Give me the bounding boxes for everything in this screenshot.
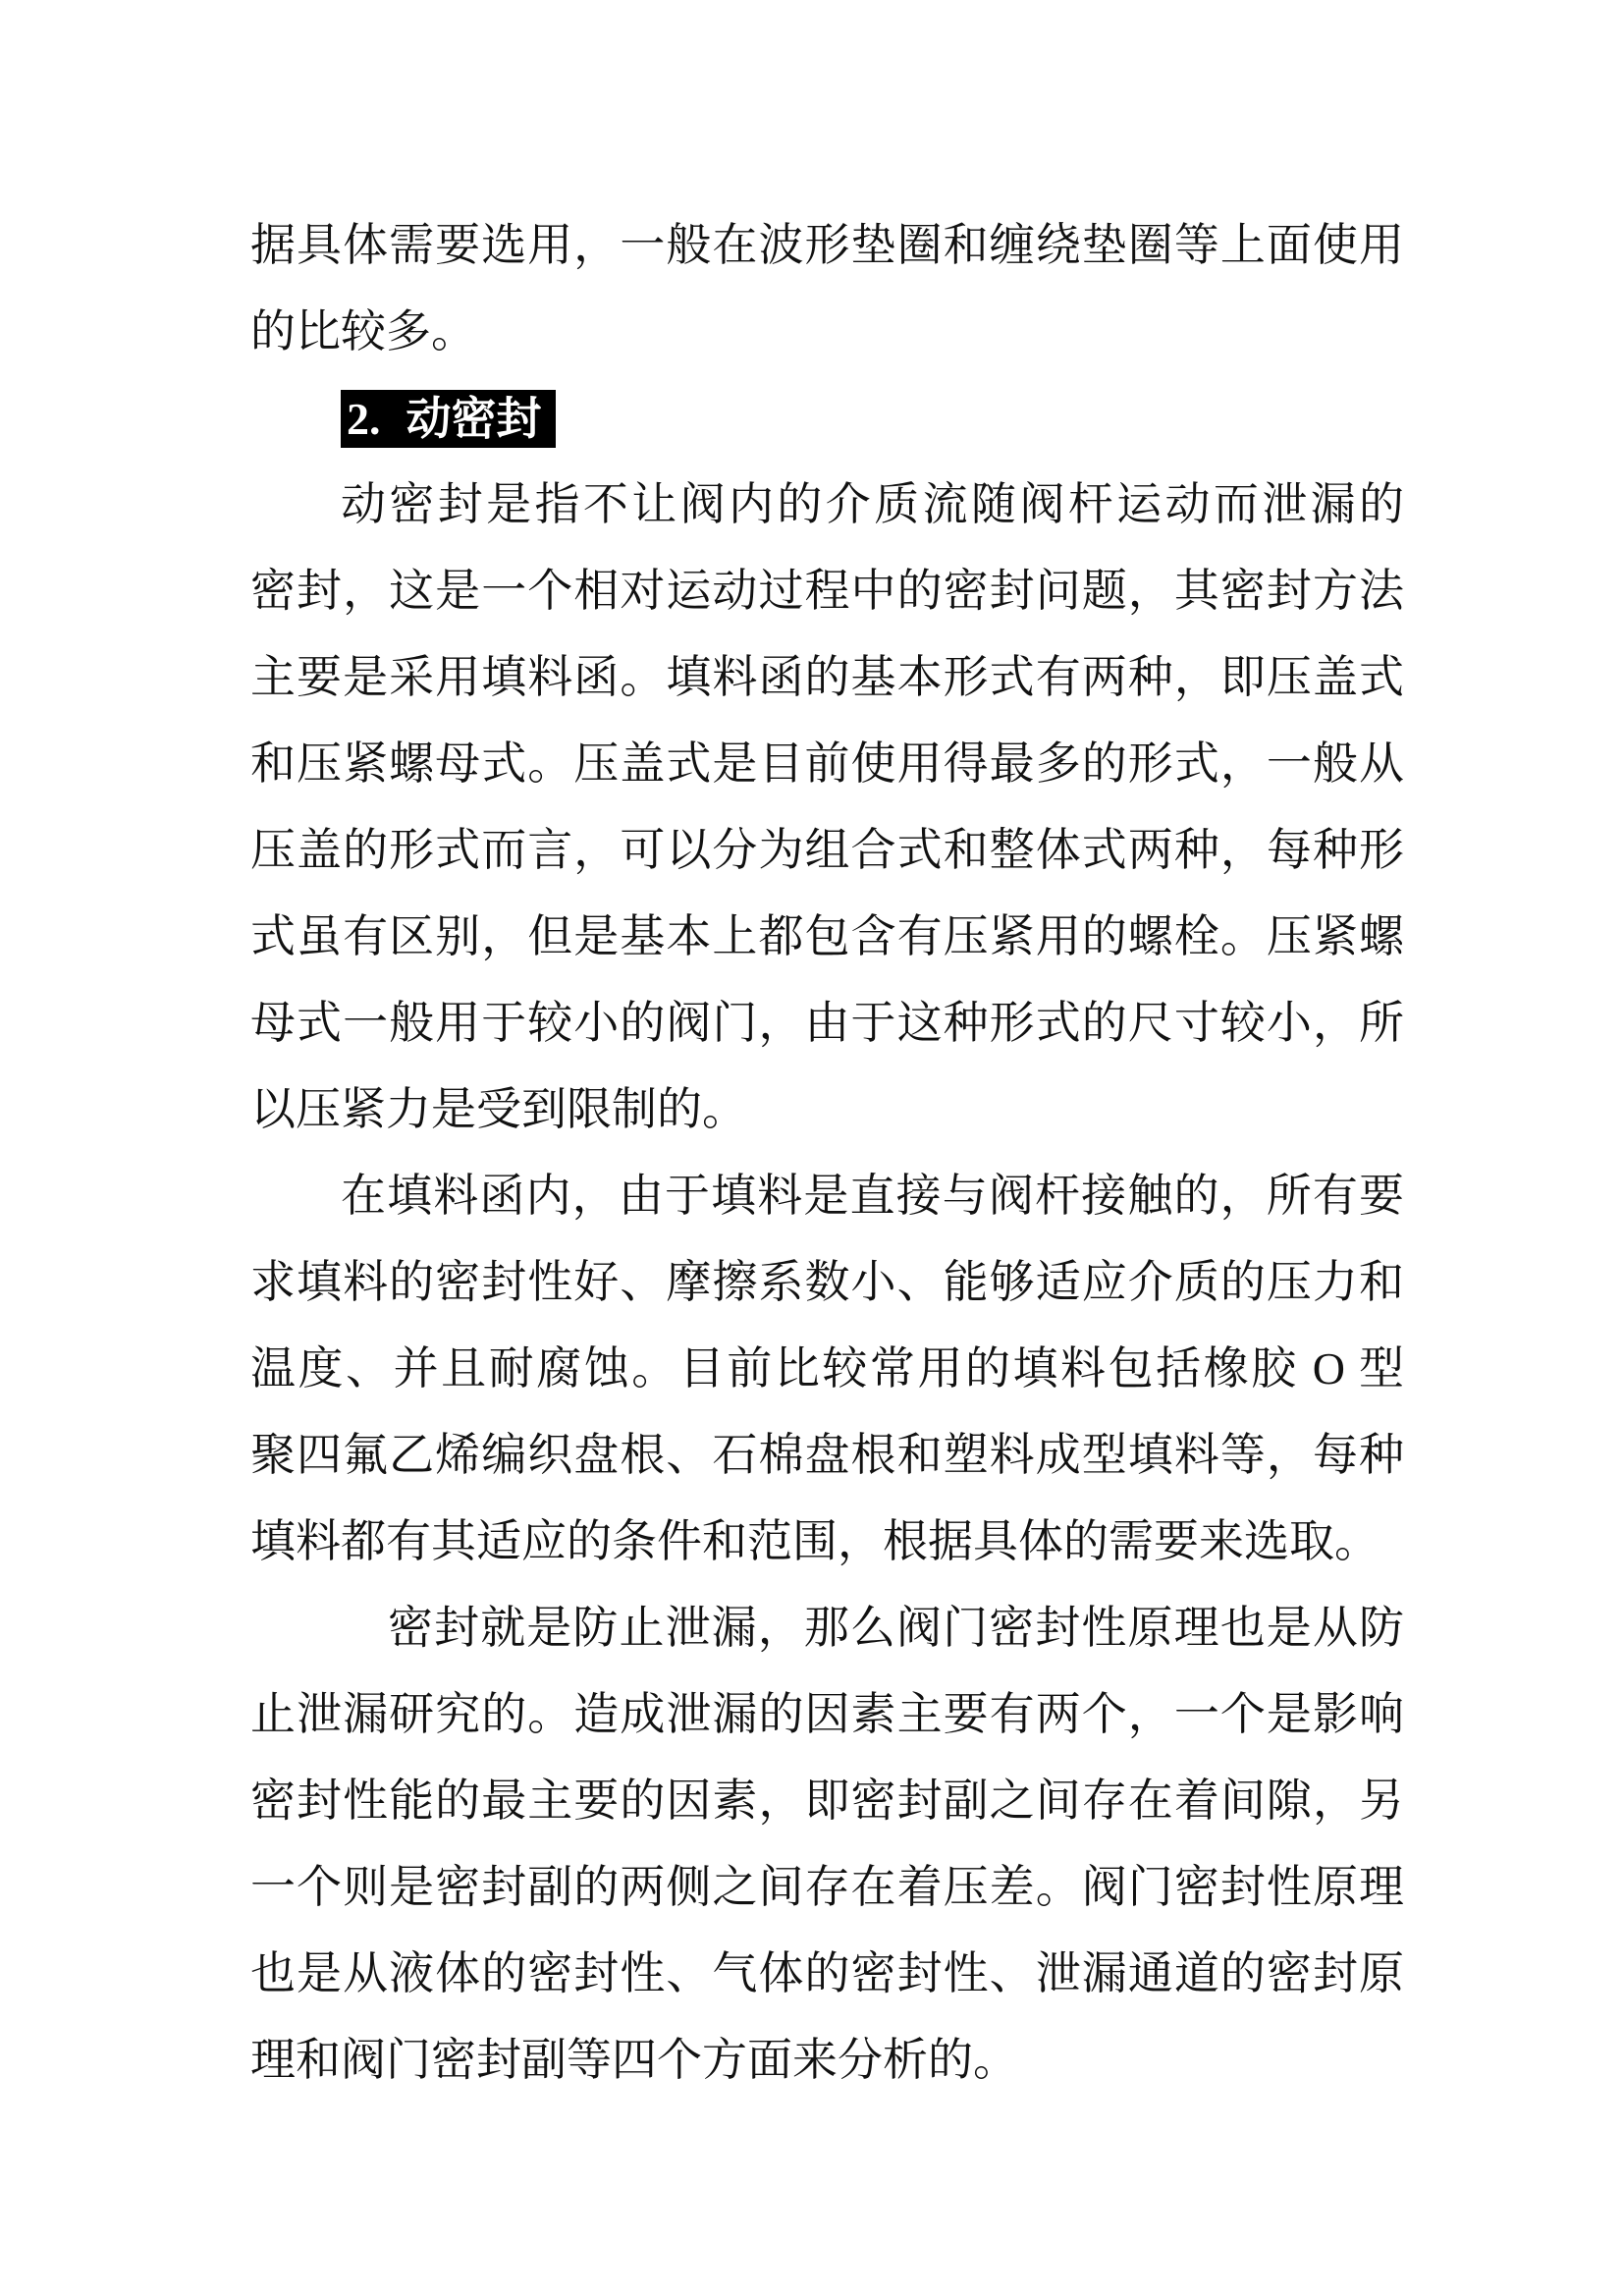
text-line: 主要是采用填料函。填料函的基本形式有两种，即压盖式: [250, 652, 1404, 702]
text-line: 密封就是防止泄漏，那么阀门密封性原理也是从防: [388, 1603, 1404, 1653]
text-line: 理和阀门密封副等四个方面来分析的。: [250, 2035, 1018, 2085]
text-line: 压盖的形式而言，可以分为组合式和整体式两种，每种形: [250, 825, 1404, 875]
text-line: 的比较多。: [250, 306, 476, 356]
text-line: 求填料的密封性好、摩擦系数小、能够适应介质的压力和: [250, 1257, 1404, 1307]
text-line: 也是从液体的密封性、气体的密封性、泄漏通道的密封原: [250, 1948, 1404, 1998]
document-body: [250, 202, 1404, 2104]
text-line: 聚四氟乙烯编织盘根、石棉盘根和塑料成型填料等，每种: [250, 1430, 1404, 1480]
section-heading: [341, 390, 556, 448]
text-line: 温度、并且耐腐蚀。目前比较常用的填料包括橡胶 O 型: [250, 1343, 1404, 1394]
text-line: 止泄漏研究的。造成泄漏的因素主要有两个，一个是影响: [250, 1689, 1404, 1739]
text-line: 动密封是指不让阀内的介质流随阀杆运动而泄漏的: [341, 479, 1404, 529]
text-line: 式虽有区别，但是基本上都包含有压紧用的螺栓。压紧螺: [250, 911, 1404, 961]
paragraph: [250, 1153, 1404, 1585]
text-line: 和压紧螺母式。压盖式是目前使用得最多的形式，一般从: [250, 738, 1404, 789]
text-line: 密封性能的最主要的因素，即密封副之间存在着间隙，另: [250, 1776, 1404, 1826]
text-line: 一个则是密封副的两侧之间存在着压差。阀门密封性原理: [250, 1862, 1404, 1912]
heading-row: [250, 375, 1404, 462]
text-line: 母式一般用于较小的阀门，由于这种形式的尺寸较小，所: [250, 998, 1404, 1048]
paragraph: [250, 462, 1404, 1153]
paragraph: [250, 202, 1404, 375]
text-line: 填料都有其适应的条件和范围，根据具体的需要来选取。: [250, 1516, 1380, 1566]
section-heading-number: 2.: [347, 393, 381, 444]
text-line: 在填料函内，由于填料是直接与阀杆接触的，所有要: [341, 1171, 1404, 1221]
text-line: 以压紧力是受到限制的。: [250, 1084, 747, 1134]
text-line: 据具体需要选用，一般在波形垫圈和缠绕垫圈等上面使用: [250, 220, 1404, 270]
text-line: 密封，这是一个相对运动过程中的密封问题，其密封方法: [250, 566, 1404, 616]
paragraph: [250, 1585, 1404, 2104]
section-heading-title: 动密封: [406, 393, 542, 444]
